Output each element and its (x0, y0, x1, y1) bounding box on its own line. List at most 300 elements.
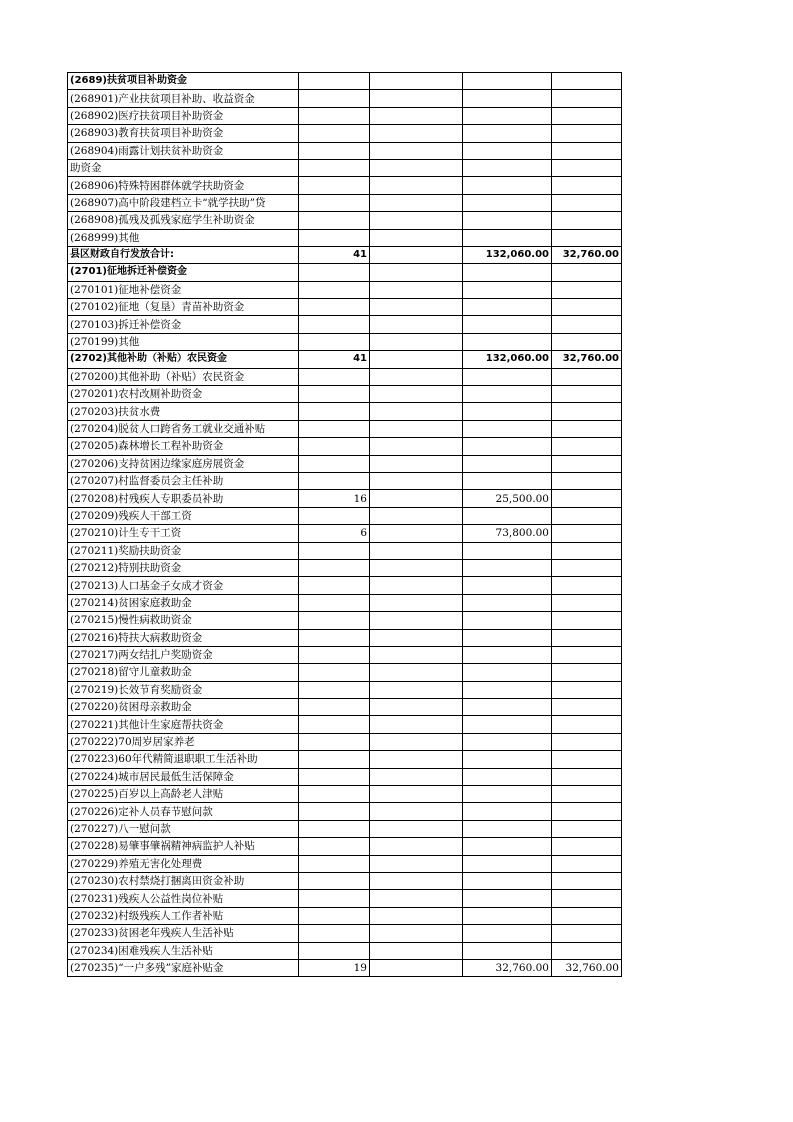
paid-cell (552, 768, 622, 785)
blank-cell (370, 733, 463, 750)
item-name-cell: (270201)农村改厕补助资金 (68, 386, 299, 403)
table-row (68, 507, 622, 524)
fund-table-body (68, 73, 622, 977)
amount-cell (463, 594, 552, 611)
paid-cell (552, 820, 622, 837)
paid-cell (552, 699, 622, 716)
count-cell (299, 212, 370, 229)
blank-cell (370, 681, 463, 698)
count-cell (299, 577, 370, 594)
item-name-cell: (270204)脱贫人口跨省务工就业交通补贴 (68, 420, 299, 437)
count-cell (299, 890, 370, 907)
amount-cell (463, 542, 552, 559)
paid-cell (552, 629, 622, 646)
paid-cell: 32,760.00 (552, 246, 622, 263)
item-name-cell: (2702)其他补助（补贴）农民资金 (68, 351, 299, 368)
paid-cell (552, 855, 622, 872)
amount-cell (463, 299, 552, 316)
amount-cell (463, 472, 552, 489)
count-cell (299, 299, 370, 316)
paid-cell (552, 733, 622, 750)
blank-cell (370, 890, 463, 907)
item-name-cell: (268901)产业扶贫项目补助、收益资金 (68, 90, 299, 107)
count-cell (299, 73, 370, 90)
amount-cell (463, 333, 552, 350)
blank-cell (370, 768, 463, 785)
amount-cell (463, 142, 552, 159)
table-row (68, 455, 622, 472)
blank-cell (370, 716, 463, 733)
amount-cell (463, 107, 552, 124)
paid-cell (552, 612, 622, 629)
amount-cell (463, 907, 552, 924)
item-name-cell: (270205)森林增长工程补助资金 (68, 438, 299, 455)
count-cell (299, 699, 370, 716)
count-cell (299, 229, 370, 246)
amount-cell: 132,060.00 (463, 246, 552, 263)
paid-cell (552, 90, 622, 107)
table-row (68, 177, 622, 194)
table-row (68, 368, 622, 385)
count-cell (299, 559, 370, 576)
table-row (68, 646, 622, 663)
blank-cell (370, 177, 463, 194)
table-row (68, 333, 622, 350)
paid-cell (552, 73, 622, 90)
amount-cell (463, 229, 552, 246)
paid-cell (552, 194, 622, 211)
blank-cell (370, 803, 463, 820)
item-name-cell: (270226)定补人员春节慰问款 (68, 803, 299, 820)
table-row (68, 542, 622, 559)
amount-cell (463, 733, 552, 750)
paid-cell (552, 403, 622, 420)
count-cell (299, 681, 370, 698)
blank-cell (370, 507, 463, 524)
amount-cell (463, 125, 552, 142)
item-name-cell: (270217)两女结扎户奖励资金 (68, 646, 299, 663)
item-name-cell: (270210)计生专干工资 (68, 525, 299, 542)
paid-cell (552, 438, 622, 455)
amount-cell (463, 872, 552, 889)
item-name-cell: 助资金 (68, 159, 299, 176)
count-cell (299, 281, 370, 298)
blank-cell (370, 351, 463, 368)
item-name-cell: (270102)征地（复垦）青苗补助资金 (68, 299, 299, 316)
blank-cell (370, 646, 463, 663)
blank-cell (370, 629, 463, 646)
item-name-cell: (270199)其他 (68, 333, 299, 350)
paid-cell (552, 299, 622, 316)
count-cell (299, 142, 370, 159)
paid-cell (552, 890, 622, 907)
amount-cell (463, 838, 552, 855)
table-row (68, 264, 622, 281)
blank-cell (370, 490, 463, 507)
table-row (68, 612, 622, 629)
count-cell (299, 786, 370, 803)
paid-cell (552, 490, 622, 507)
table-row (68, 299, 622, 316)
blank-cell (370, 125, 463, 142)
table-row (68, 403, 622, 420)
amount-cell (463, 925, 552, 942)
paid-cell: 32,760.00 (552, 959, 622, 976)
amount-cell (463, 629, 552, 646)
blank-cell (370, 73, 463, 90)
amount-cell (463, 316, 552, 333)
count-cell (299, 386, 370, 403)
blank-cell (370, 212, 463, 229)
table-row (68, 629, 622, 646)
count-cell (299, 333, 370, 350)
amount-cell (463, 577, 552, 594)
table-row (68, 438, 622, 455)
table-row (68, 907, 622, 924)
item-name-cell: (270206)支持贫困边缘家庭房展资金 (68, 455, 299, 472)
paid-cell (552, 177, 622, 194)
amount-cell (463, 699, 552, 716)
amount-cell (463, 664, 552, 681)
amount-cell (463, 212, 552, 229)
amount-cell (463, 177, 552, 194)
blank-cell (370, 264, 463, 281)
table-row (68, 472, 622, 489)
count-cell (299, 751, 370, 768)
blank-cell (370, 559, 463, 576)
item-name-cell: (2701)征地拆迁补偿资金 (68, 264, 299, 281)
count-cell (299, 664, 370, 681)
item-name-cell: (270224)城市居民最低生活保障金 (68, 768, 299, 785)
table-row (68, 664, 622, 681)
count-cell (299, 855, 370, 872)
paid-cell (552, 559, 622, 576)
table-row (68, 838, 622, 855)
paid-cell (552, 646, 622, 663)
item-name-cell: (270220)贫困母亲救助金 (68, 699, 299, 716)
amount-cell (463, 281, 552, 298)
paid-cell (552, 681, 622, 698)
amount-cell (463, 820, 552, 837)
amount-cell (463, 507, 552, 524)
table-row (68, 525, 622, 542)
blank-cell (370, 838, 463, 855)
table-row (68, 229, 622, 246)
count-cell (299, 907, 370, 924)
amount-cell (463, 803, 552, 820)
paid-cell (552, 872, 622, 889)
blank-cell (370, 907, 463, 924)
amount-cell (463, 716, 552, 733)
item-name-cell: (270234)困难残疾人生活补贴 (68, 942, 299, 959)
table-row (68, 890, 622, 907)
amount-cell (463, 420, 552, 437)
blank-cell (370, 159, 463, 176)
table-row (68, 316, 622, 333)
count-cell (299, 403, 370, 420)
blank-cell (370, 229, 463, 246)
item-name-cell: (270209)残疾人干部工资 (68, 507, 299, 524)
amount-cell (463, 73, 552, 90)
table-row (68, 925, 622, 942)
amount-cell (463, 386, 552, 403)
table-row (68, 751, 622, 768)
blank-cell (370, 333, 463, 350)
amount-cell: 132,060.00 (463, 351, 552, 368)
blank-cell (370, 942, 463, 959)
paid-cell (552, 907, 622, 924)
table-row (68, 351, 622, 368)
table-row (68, 159, 622, 176)
item-name-cell: (270101)征地补偿资金 (68, 281, 299, 298)
paid-cell (552, 664, 622, 681)
count-cell (299, 820, 370, 837)
table-row (68, 820, 622, 837)
paid-cell (552, 577, 622, 594)
count-cell (299, 838, 370, 855)
paid-cell (552, 212, 622, 229)
item-name-cell: (2689)扶贫项目补助资金 (68, 73, 299, 90)
blank-cell (370, 107, 463, 124)
item-name-cell: (270219)长效节育奖励资金 (68, 681, 299, 698)
table-row (68, 942, 622, 959)
count-cell (299, 542, 370, 559)
count-cell (299, 159, 370, 176)
blank-cell (370, 281, 463, 298)
paid-cell (552, 229, 622, 246)
count-cell (299, 368, 370, 385)
amount-cell (463, 646, 552, 663)
blank-cell (370, 420, 463, 437)
table-row (68, 90, 622, 107)
count-cell: 19 (299, 959, 370, 976)
table-row (68, 733, 622, 750)
count-cell (299, 90, 370, 107)
count-cell (299, 125, 370, 142)
table-row (68, 142, 622, 159)
blank-cell (370, 594, 463, 611)
blank-cell (370, 525, 463, 542)
item-name-cell: (270222)70周岁居家养老 (68, 733, 299, 750)
blank-cell (370, 699, 463, 716)
amount-cell (463, 786, 552, 803)
count-cell (299, 177, 370, 194)
blank-cell (370, 820, 463, 837)
table-row (68, 559, 622, 576)
table-row (68, 73, 622, 90)
amount-cell (463, 403, 552, 420)
table-row (68, 577, 622, 594)
table-row (68, 768, 622, 785)
item-name-cell: (270216)特扶大病救助资金 (68, 629, 299, 646)
blank-cell (370, 194, 463, 211)
count-cell (299, 733, 370, 750)
item-name-cell: (270231)残疾人公益性岗位补贴 (68, 890, 299, 907)
item-name-cell: (270200)其他补助（补贴）农民资金 (68, 368, 299, 385)
count-cell: 16 (299, 490, 370, 507)
blank-cell (370, 577, 463, 594)
count-cell (299, 942, 370, 959)
blank-cell (370, 299, 463, 316)
count-cell (299, 594, 370, 611)
table-row (68, 281, 622, 298)
item-name-cell: (270208)村残疾人专职委员补助 (68, 490, 299, 507)
item-name-cell: (270235)“一户多残”家庭补贴金 (68, 959, 299, 976)
count-cell (299, 316, 370, 333)
paid-cell (552, 786, 622, 803)
blank-cell (370, 612, 463, 629)
count-cell (299, 716, 370, 733)
count-cell (299, 438, 370, 455)
paid-cell (552, 368, 622, 385)
paid-cell (552, 716, 622, 733)
item-name-cell: (270225)百岁以上高龄老人津贴 (68, 786, 299, 803)
paid-cell (552, 594, 622, 611)
blank-cell (370, 872, 463, 889)
item-name-cell: (270233)贫困老年残疾人生活补贴 (68, 925, 299, 942)
paid-cell (552, 333, 622, 350)
count-cell: 6 (299, 525, 370, 542)
item-name-cell: (268906)特殊特困群体就学扶助资金 (68, 177, 299, 194)
count-cell (299, 507, 370, 524)
table-row (68, 246, 622, 263)
count-cell (299, 768, 370, 785)
count-cell (299, 420, 370, 437)
amount-cell (463, 159, 552, 176)
item-name-cell: (270213)人口基金子女成才资金 (68, 577, 299, 594)
item-name-cell: (268903)教育扶贫项目补助资金 (68, 125, 299, 142)
amount-cell (463, 751, 552, 768)
blank-cell (370, 786, 463, 803)
table-row (68, 107, 622, 124)
amount-cell (463, 90, 552, 107)
blank-cell (370, 386, 463, 403)
count-cell (299, 455, 370, 472)
amount-cell (463, 455, 552, 472)
item-name-cell: (270232)村级残疾人工作者补贴 (68, 907, 299, 924)
table-row (68, 699, 622, 716)
item-name-cell: (268907)高中阶段建档立卡“就学扶助”贷 (68, 194, 299, 211)
item-name-cell: (270230)农村禁烧打捆离田资金补助 (68, 872, 299, 889)
count-cell (299, 803, 370, 820)
table-row (68, 855, 622, 872)
blank-cell (370, 316, 463, 333)
paid-cell (552, 455, 622, 472)
amount-cell (463, 942, 552, 959)
table-row (68, 803, 622, 820)
paid-cell (552, 942, 622, 959)
amount-cell (463, 368, 552, 385)
fund-table (67, 72, 622, 977)
count-cell (299, 264, 370, 281)
paid-cell (552, 507, 622, 524)
blank-cell (370, 542, 463, 559)
amount-cell (463, 264, 552, 281)
blank-cell (370, 925, 463, 942)
item-name-cell: (270218)留守儿童救助金 (68, 664, 299, 681)
table-row (68, 681, 622, 698)
amount-cell: 32,760.00 (463, 959, 552, 976)
paid-cell (552, 125, 622, 142)
item-name-cell: (270207)村监督委员会主任补助 (68, 472, 299, 489)
amount-cell: 73,800.00 (463, 525, 552, 542)
count-cell (299, 872, 370, 889)
table-row (68, 194, 622, 211)
blank-cell (370, 455, 463, 472)
paid-cell (552, 107, 622, 124)
amount-cell (463, 890, 552, 907)
item-name-cell: (270214)贫困家庭救助金 (68, 594, 299, 611)
table-row (68, 594, 622, 611)
blank-cell (370, 664, 463, 681)
item-name-cell: (270227)八一慰问款 (68, 820, 299, 837)
paid-cell (552, 316, 622, 333)
table-row (68, 716, 622, 733)
count-cell (299, 472, 370, 489)
blank-cell (370, 142, 463, 159)
paid-cell (552, 838, 622, 855)
item-name-cell: (270223)60年代精简退职职工生活补助 (68, 751, 299, 768)
count-cell (299, 612, 370, 629)
blank-cell (370, 403, 463, 420)
amount-cell: 25,500.00 (463, 490, 552, 507)
item-name-cell: (268908)孤残及孤残家庭学生补助资金 (68, 212, 299, 229)
item-name-cell: (270229)养殖无害化处理费 (68, 855, 299, 872)
count-cell (299, 629, 370, 646)
item-name-cell: (268902)医疗扶贫项目补助资金 (68, 107, 299, 124)
paid-cell (552, 472, 622, 489)
amount-cell (463, 194, 552, 211)
item-name-cell: (270211)奖励扶助资金 (68, 542, 299, 559)
blank-cell (370, 751, 463, 768)
blank-cell (370, 246, 463, 263)
item-name-cell: (270215)慢性病救助资金 (68, 612, 299, 629)
amount-cell (463, 681, 552, 698)
table-row (68, 872, 622, 889)
table-row (68, 786, 622, 803)
blank-cell (370, 438, 463, 455)
amount-cell (463, 559, 552, 576)
amount-cell (463, 612, 552, 629)
table-row (68, 212, 622, 229)
item-name-cell: 县区财政自行发放合计: (68, 246, 299, 263)
paid-cell (552, 925, 622, 942)
table-row (68, 490, 622, 507)
blank-cell (370, 90, 463, 107)
item-name-cell: (270203)扶贫水费 (68, 403, 299, 420)
paid-cell: 32,760.00 (552, 351, 622, 368)
paid-cell (552, 386, 622, 403)
count-cell (299, 925, 370, 942)
paid-cell (552, 751, 622, 768)
amount-cell (463, 438, 552, 455)
amount-cell (463, 768, 552, 785)
table-row (68, 125, 622, 142)
item-name-cell: (270103)拆迁补偿资金 (68, 316, 299, 333)
table-row (68, 959, 622, 976)
count-cell (299, 107, 370, 124)
paid-cell (552, 281, 622, 298)
item-name-cell: (270221)其他计生家庭帮扶资金 (68, 716, 299, 733)
amount-cell (463, 855, 552, 872)
blank-cell (370, 855, 463, 872)
count-cell (299, 646, 370, 663)
paid-cell (552, 803, 622, 820)
item-name-cell: (270212)特别扶助资金 (68, 559, 299, 576)
table-row (68, 420, 622, 437)
blank-cell (370, 959, 463, 976)
count-cell: 41 (299, 351, 370, 368)
